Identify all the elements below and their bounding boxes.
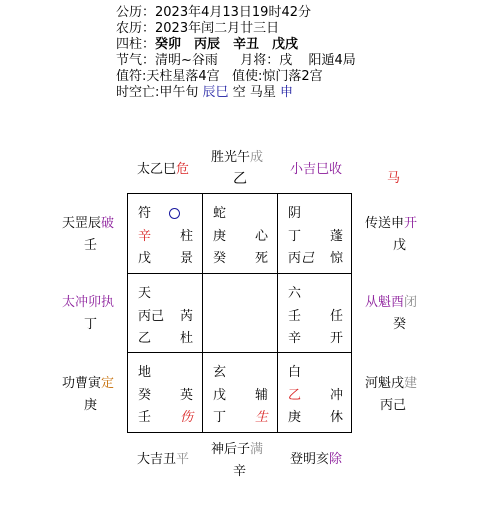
horse-star-label: 马星 [249, 85, 276, 100]
outer-bot-mid [211, 442, 263, 457]
outer-right-top-stem: 戊 [393, 238, 407, 253]
heaven-stem: 辛 [138, 229, 152, 244]
lunar-date-label: 农历： [116, 21, 156, 36]
heaven-stem: 乙 [288, 388, 302, 403]
outer-right-bot-officer: 建 [404, 376, 418, 391]
zhishi-value: 惊门落2宫 [262, 69, 323, 84]
palace-kan [203, 353, 277, 432]
outer-right-mid-name: 从魁酉 [365, 295, 405, 310]
earth-stem: 戊 [138, 251, 152, 266]
heaven-stem: 戊 [213, 388, 227, 403]
outer-left-mid-stem: 丁 [84, 317, 98, 332]
heaven-stem: 壬 [288, 309, 302, 324]
palace-god: 玄 [213, 365, 227, 380]
outer-right-bot [365, 376, 417, 391]
outer-right-top-name: 传送申 [365, 216, 405, 231]
palace-door: 伤 [180, 410, 194, 425]
heaven-stem: 丙己 [138, 309, 165, 324]
outer-bot-mid-stem: 辛 [233, 464, 247, 479]
palace-door: 景 [180, 251, 194, 266]
outer-bot-mid-name: 神后子 [211, 442, 251, 457]
palace-star: 冲 [330, 388, 344, 403]
outer-top-mid-name: 胜光午 [211, 150, 251, 165]
outer-top-mid-officer: 成 [250, 150, 264, 165]
outer-left-mid-officer: 执 [101, 295, 115, 310]
outer-right-top-officer: 开 [404, 216, 418, 231]
void-word: 空 [232, 85, 246, 100]
four-pillars-line [116, 37, 298, 52]
outer-top-left-name: 太乙巳 [137, 162, 177, 177]
earth-stem [288, 251, 314, 266]
month-general-value: 戌 [279, 53, 293, 68]
earth-stem: 庚 [288, 410, 302, 425]
outer-right-mid-stem: 癸 [393, 317, 407, 332]
outer-bot-left-name: 大吉丑 [137, 452, 177, 467]
solar-date-label: 公历： [116, 5, 156, 20]
earth-stem: 乙 [138, 331, 152, 346]
heaven-stem: 庚 [213, 229, 227, 244]
outer-bot-right-officer: 除 [329, 452, 343, 467]
duty-line [116, 69, 323, 84]
outer-top-right-name: 小吉巳 [290, 162, 330, 177]
palace-door: 生 [255, 410, 269, 425]
outer-bot-right [290, 452, 342, 467]
zhifu-value: 天柱星落4宫 [146, 69, 220, 84]
palace-li [203, 194, 277, 273]
zhifu-label: 值符: [116, 69, 147, 84]
four-pillars-label: 四柱： [116, 37, 156, 52]
month-general-label: 月将： [240, 53, 280, 68]
outer-top-mid-stem: 乙 [233, 171, 247, 187]
outer-bot-left [137, 452, 189, 467]
horse-star-value: 申 [280, 85, 294, 100]
outer-left-bot [62, 376, 114, 391]
outer-left-top-name: 天罡辰 [62, 216, 102, 231]
void-line [116, 85, 293, 100]
palace-star: 任 [330, 309, 344, 324]
palace-god: 六 [288, 286, 302, 301]
palace-door: 惊 [330, 251, 344, 266]
outer-top-right-officer: 收 [329, 162, 343, 177]
palace-center [203, 274, 277, 353]
palace-god: 阴 [288, 206, 302, 221]
solar-term-line [116, 53, 356, 68]
outer-bot-right-name: 登明亥 [290, 452, 330, 467]
outer-top-mid [211, 150, 263, 165]
earth-stem: 癸 [213, 251, 227, 266]
outer-right-mid [365, 295, 417, 310]
palace-door: 杜 [180, 331, 194, 346]
xun-value: 甲午旬 [159, 85, 199, 100]
outer-right-bot-name: 河魁戌 [365, 376, 405, 391]
outer-bot-mid-officer: 满 [250, 442, 264, 457]
outer-right-top [365, 216, 417, 231]
palace-door: 开 [330, 331, 344, 346]
outer-left-bot-name: 功曹寅 [62, 376, 102, 391]
earth-stem-lodged: 己 [301, 251, 315, 266]
palace-door: 死 [255, 251, 269, 266]
outer-top-left [137, 162, 189, 177]
palace-kun [278, 194, 352, 273]
lunar-date-value: 2023年闰二月廿三日 [155, 21, 280, 36]
solar-date-value: 2023年4月13日19时42分 [155, 5, 311, 20]
palace-gen [128, 353, 202, 432]
palace-star: 芮 [180, 309, 194, 324]
outer-right-bot-stem: 丙己 [380, 398, 407, 413]
earth-stem-main: 丙 [288, 251, 302, 266]
outer-top-left-officer: 危 [176, 162, 190, 177]
palace-zhen [128, 274, 202, 353]
outer-top-right [290, 162, 342, 177]
void-label: 时空亡: [116, 85, 160, 100]
palace-god: 白 [288, 365, 302, 380]
earth-stem: 壬 [138, 410, 152, 425]
outer-left-top-officer: 破 [101, 216, 115, 231]
earth-stem: 辛 [288, 331, 302, 346]
outer-left-top-stem: 壬 [84, 238, 98, 253]
outer-left-mid [62, 295, 114, 310]
outer-left-top [62, 216, 114, 231]
outer-left-bot-stem: 庚 [84, 398, 98, 413]
outer-right-mid-officer: 闭 [404, 295, 418, 310]
palace-god: 符 [138, 206, 152, 221]
earth-stem: 丁 [213, 410, 227, 425]
palace-qian [278, 353, 352, 432]
four-pillars-value: 癸卯 丙辰 辛丑 戊戌 [155, 37, 299, 52]
outer-left-bot-officer: 定 [101, 376, 115, 391]
void-branches: 辰巳 [202, 85, 229, 100]
nine-palace-grid [127, 193, 352, 433]
solar-term-label: 节气： [116, 53, 156, 68]
palace-dui [278, 274, 352, 353]
palace-star: 心 [255, 229, 269, 244]
solar-date-line [116, 5, 311, 20]
outer-left-mid-name: 太冲卯 [62, 295, 102, 310]
lunar-date-line [116, 21, 279, 36]
solar-term-value: 清明~谷雨 [155, 53, 218, 68]
zhishi-label: 值使: [231, 69, 263, 84]
heaven-stem: 癸 [138, 388, 152, 403]
palace-door: 休 [330, 410, 344, 425]
palace-god: 蛇 [213, 206, 227, 221]
palace-star: 柱 [180, 229, 194, 244]
horse-marker: 马 [387, 171, 401, 186]
palace-star: 蓬 [330, 229, 344, 244]
circle-icon [169, 208, 180, 219]
outer-bot-left-officer: 平 [176, 452, 190, 467]
palace-star: 辅 [255, 388, 269, 403]
dun-value: 阳遁4局 [308, 53, 356, 68]
palace-star: 英 [180, 388, 194, 403]
palace-xun [128, 194, 202, 273]
palace-god: 地 [138, 365, 152, 380]
palace-god: 天 [138, 286, 152, 301]
heaven-stem: 丁 [288, 229, 302, 244]
